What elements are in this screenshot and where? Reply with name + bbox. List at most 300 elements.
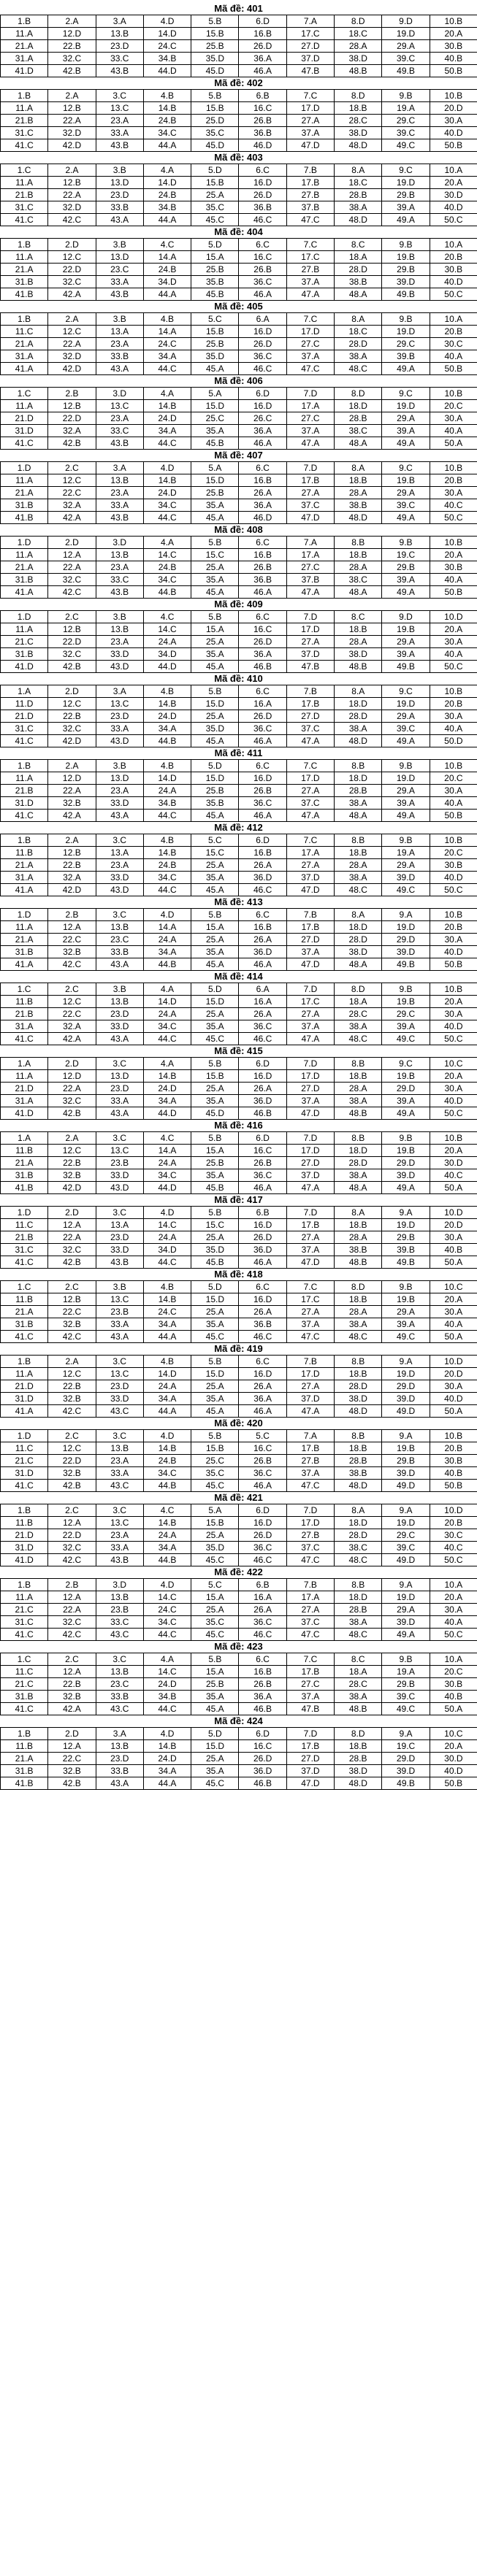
answer-cell: 44.C bbox=[143, 884, 191, 896]
answer-cell: 45.C bbox=[191, 1554, 239, 1566]
answer-cell: 15.B bbox=[191, 1442, 239, 1455]
answer-cell: 8.A bbox=[335, 685, 382, 698]
answer-row bbox=[1, 65, 477, 77]
answer-cell: 16.B bbox=[239, 549, 286, 561]
answer-cell: 12.A bbox=[48, 921, 96, 934]
answer-cell: 5.D bbox=[191, 983, 239, 996]
answer-cell: 46.C bbox=[239, 884, 286, 896]
answer-cell: 27.B bbox=[286, 264, 334, 276]
answer-cell: 24.A bbox=[143, 934, 191, 946]
answer-cell: 16.A bbox=[239, 1591, 286, 1604]
answer-cell: 40.C bbox=[430, 1542, 477, 1554]
answer-cell: 23.D bbox=[96, 1008, 143, 1020]
answer-row bbox=[1, 1281, 477, 1293]
answer-cell: 31.C bbox=[1, 1616, 48, 1629]
answer-cell: 1.B bbox=[1, 313, 48, 326]
answer-row bbox=[1, 189, 477, 201]
answer-cell: 44.A bbox=[143, 214, 191, 226]
exam-code-section bbox=[0, 896, 477, 971]
answer-cell: 47.D bbox=[286, 139, 334, 152]
answer-cell: 39.D bbox=[382, 1169, 430, 1182]
answer-cell: 23.D bbox=[96, 1083, 143, 1095]
answer-cell: 8.B bbox=[335, 537, 382, 549]
answer-cell: 47.A bbox=[286, 288, 334, 301]
answer-cell: 30.B bbox=[430, 1455, 477, 1467]
answer-cell: 31.A bbox=[1, 872, 48, 884]
answer-cell: 25.A bbox=[191, 1008, 239, 1020]
answer-row bbox=[1, 636, 477, 648]
answer-table bbox=[0, 1727, 477, 1790]
answer-cell: 16.C bbox=[239, 1442, 286, 1455]
answer-cell: 42.A bbox=[48, 512, 96, 524]
answer-cell: 25.A bbox=[191, 859, 239, 872]
exam-code-section bbox=[0, 1418, 477, 1492]
answer-cell: 14.B bbox=[143, 474, 191, 487]
answer-cell: 35.C bbox=[191, 127, 239, 139]
answer-cell: 33.C bbox=[96, 574, 143, 586]
answer-cell: 17.D bbox=[286, 102, 334, 115]
answer-cell: 4.D bbox=[143, 15, 191, 28]
answer-cell: 12.A bbox=[48, 1740, 96, 1753]
answer-cell: 28.B bbox=[335, 785, 382, 797]
answer-cell: 7.C bbox=[286, 1653, 334, 1666]
answer-cell: 12.A bbox=[48, 1591, 96, 1604]
answer-cell: 49.C bbox=[382, 1033, 430, 1045]
answer-cell: 40.D bbox=[430, 1393, 477, 1405]
exam-code-section bbox=[0, 77, 477, 152]
answer-cell: 32.D bbox=[48, 350, 96, 363]
exam-code-section bbox=[0, 599, 477, 673]
answer-cell: 7.D bbox=[286, 462, 334, 474]
exam-code-title: Mã đề: 406 bbox=[214, 375, 263, 386]
answer-cell: 13.B bbox=[96, 1442, 143, 1455]
answer-cell: 5.A bbox=[191, 462, 239, 474]
answer-cell: 7.C bbox=[286, 1281, 334, 1293]
answer-cell: 45.C bbox=[191, 214, 239, 226]
answer-cell: 17.D bbox=[286, 1070, 334, 1083]
answer-cell: 21.B bbox=[1, 189, 48, 201]
answer-cell: 31.D bbox=[1, 1393, 48, 1405]
answer-cell: 32.A bbox=[48, 499, 96, 512]
exam-code-title: Mã đề: 424 bbox=[214, 1715, 263, 1726]
answer-cell: 4.B bbox=[143, 834, 191, 847]
answer-cell: 25.B bbox=[191, 338, 239, 350]
answer-cell: 21.B bbox=[1, 1231, 48, 1244]
answer-cell: 50.C bbox=[430, 1107, 477, 1120]
answer-cell: 6.A bbox=[239, 983, 286, 996]
answer-cell: 38.D bbox=[335, 648, 382, 661]
answer-cell: 40.D bbox=[430, 276, 477, 288]
answer-cell: 39.C bbox=[382, 127, 430, 139]
answer-row bbox=[1, 1306, 477, 1318]
answer-cell: 1.D bbox=[1, 611, 48, 623]
answer-cell: 18.D bbox=[335, 1591, 382, 1604]
answer-cell: 12.B bbox=[48, 177, 96, 189]
answer-cell: 38.C bbox=[335, 425, 382, 437]
answer-cell: 39.C bbox=[382, 723, 430, 735]
answer-cell: 38.A bbox=[335, 797, 382, 810]
answer-cell: 42.C bbox=[48, 214, 96, 226]
answer-cell: 21.D bbox=[1, 710, 48, 723]
answer-cell: 48.D bbox=[335, 1777, 382, 1790]
answer-cell: 43.D bbox=[96, 884, 143, 896]
answer-cell: 49.C bbox=[382, 1331, 430, 1343]
answer-cell: 5.B bbox=[191, 1430, 239, 1442]
answer-cell: 34.C bbox=[143, 499, 191, 512]
answer-cell: 24.B bbox=[143, 115, 191, 127]
answer-cell: 49.A bbox=[382, 512, 430, 524]
answer-cell: 5.C bbox=[239, 1430, 286, 1442]
answer-cell: 2.D bbox=[48, 537, 96, 549]
exam-code-section bbox=[0, 301, 477, 375]
answer-cell: 41.C bbox=[1, 1629, 48, 1641]
answer-cell: 47.A bbox=[286, 735, 334, 747]
answer-cell: 27.A bbox=[286, 1231, 334, 1244]
answer-cell: 24.A bbox=[143, 1231, 191, 1244]
answer-cell: 27.D bbox=[286, 40, 334, 53]
exam-code-section bbox=[0, 1566, 477, 1641]
answer-cell: 47.C bbox=[286, 1480, 334, 1492]
answer-cell: 31.B bbox=[1, 499, 48, 512]
answer-cell: 21.A bbox=[1, 40, 48, 53]
answer-cell: 18.B bbox=[335, 1070, 382, 1083]
answer-cell: 27.A bbox=[286, 785, 334, 797]
answer-cell: 4.D bbox=[143, 1579, 191, 1591]
answer-cell: 26.B bbox=[239, 264, 286, 276]
answer-cell: 12.A bbox=[48, 1666, 96, 1678]
answer-cell: 9.B bbox=[382, 1653, 430, 1666]
answer-cell: 30.A bbox=[430, 1306, 477, 1318]
answer-cell: 27.C bbox=[286, 561, 334, 574]
answer-cell: 35.A bbox=[191, 499, 239, 512]
answer-table bbox=[0, 908, 477, 971]
answer-cell: 48.D bbox=[335, 1480, 382, 1492]
answer-cell: 48.A bbox=[335, 958, 382, 971]
answer-cell: 13.C bbox=[96, 1517, 143, 1529]
answer-cell: 47.A bbox=[286, 810, 334, 822]
answer-cell: 28.C bbox=[335, 1678, 382, 1691]
answer-cell: 22.B bbox=[48, 1678, 96, 1691]
answer-cell: 10.C bbox=[430, 1058, 477, 1070]
answer-cell: 1.A bbox=[1, 1132, 48, 1145]
answer-cell: 50.B bbox=[430, 1480, 477, 1492]
answer-cell: 33.D bbox=[96, 1393, 143, 1405]
answer-cell: 1.A bbox=[1, 685, 48, 698]
answer-cell: 19.A bbox=[382, 847, 430, 859]
answer-cell: 20.A bbox=[430, 1293, 477, 1306]
answer-row bbox=[1, 462, 477, 474]
answer-cell: 24.C bbox=[143, 40, 191, 53]
answer-cell: 35.A bbox=[191, 1020, 239, 1033]
answer-cell: 48.B bbox=[335, 1256, 382, 1269]
answer-cell: 5.B bbox=[191, 1653, 239, 1666]
answer-cell: 3.A bbox=[96, 15, 143, 28]
answer-cell: 49.A bbox=[382, 214, 430, 226]
answer-cell: 33.C bbox=[96, 53, 143, 65]
answer-cell: 1.B bbox=[1, 1579, 48, 1591]
answer-cell: 40.A bbox=[430, 723, 477, 735]
answer-cell: 48.B bbox=[335, 1107, 382, 1120]
answer-cell: 15.B bbox=[191, 1070, 239, 1083]
answer-cell: 35.A bbox=[191, 574, 239, 586]
answer-cell: 15.D bbox=[191, 698, 239, 710]
answer-cell: 49.B bbox=[382, 1256, 430, 1269]
answer-cell: 48.D bbox=[335, 1405, 382, 1418]
answer-cell: 33.D bbox=[96, 1169, 143, 1182]
answer-cell: 23.D bbox=[96, 1231, 143, 1244]
answer-cell: 24.A bbox=[143, 1380, 191, 1393]
answer-table bbox=[0, 610, 477, 673]
answer-cell: 41.A bbox=[1, 586, 48, 599]
answer-cell: 42.C bbox=[48, 586, 96, 599]
answer-cell: 9.C bbox=[382, 1058, 430, 1070]
answer-cell: 41.A bbox=[1, 958, 48, 971]
answer-cell: 35.C bbox=[191, 1616, 239, 1629]
answer-cell: 48.D bbox=[335, 139, 382, 152]
answer-cell: 14.B bbox=[143, 1293, 191, 1306]
answer-cell: 5.A bbox=[191, 1504, 239, 1517]
answer-row bbox=[1, 1219, 477, 1231]
answer-cell: 30.B bbox=[430, 1678, 477, 1691]
answer-cell: 37.C bbox=[286, 797, 334, 810]
answer-cell: 46.C bbox=[239, 1331, 286, 1343]
answer-cell: 38.D bbox=[335, 127, 382, 139]
answer-cell: 33.B bbox=[96, 350, 143, 363]
answer-cell: 24.B bbox=[143, 561, 191, 574]
answer-cell: 39.A bbox=[382, 1095, 430, 1107]
answer-cell: 42.B bbox=[48, 1256, 96, 1269]
answer-cell: 34.D bbox=[143, 648, 191, 661]
answer-cell: 38.A bbox=[335, 872, 382, 884]
answer-cell: 42.C bbox=[48, 1331, 96, 1343]
answer-cell: 10.A bbox=[430, 313, 477, 326]
answer-cell: 49.A bbox=[382, 1107, 430, 1120]
answer-cell: 36.C bbox=[239, 1020, 286, 1033]
answer-row bbox=[1, 201, 477, 214]
answer-cell: 39.D bbox=[382, 276, 430, 288]
answer-cell: 2.A bbox=[48, 164, 96, 177]
answer-cell: 15.A bbox=[191, 1145, 239, 1157]
answer-cell: 42.A bbox=[48, 1033, 96, 1045]
answer-row bbox=[1, 1666, 477, 1678]
answer-cell: 48.C bbox=[335, 1033, 382, 1045]
answer-cell: 34.A bbox=[143, 946, 191, 958]
answer-cell: 25.C bbox=[191, 1455, 239, 1467]
answer-cell: 42.B bbox=[48, 1480, 96, 1492]
answer-cell: 11.B bbox=[1, 1517, 48, 1529]
answer-cell: 34.A bbox=[143, 425, 191, 437]
answer-cell: 6.C bbox=[239, 1356, 286, 1368]
answer-row bbox=[1, 1207, 477, 1219]
answer-cell: 47.D bbox=[286, 512, 334, 524]
answer-cell: 20.A bbox=[430, 549, 477, 561]
answer-cell: 7.C bbox=[286, 760, 334, 772]
answer-row bbox=[1, 412, 477, 425]
answer-cell: 15.D bbox=[191, 1368, 239, 1380]
answer-cell: 21.D bbox=[1, 1529, 48, 1542]
answer-cell: 41.B bbox=[1, 512, 48, 524]
answer-row bbox=[1, 474, 477, 487]
exam-code-section bbox=[0, 1641, 477, 1715]
answer-cell: 37.C bbox=[286, 499, 334, 512]
answer-cell: 26.B bbox=[239, 785, 286, 797]
answer-cell: 13.B bbox=[96, 1591, 143, 1604]
answer-cell: 35.A bbox=[191, 872, 239, 884]
answer-row bbox=[1, 1033, 477, 1045]
answer-cell: 20.D bbox=[430, 1368, 477, 1380]
answer-cell: 31.B bbox=[1, 276, 48, 288]
answer-row bbox=[1, 909, 477, 921]
answer-cell: 36.B bbox=[239, 574, 286, 586]
answer-cell: 39.B bbox=[382, 350, 430, 363]
answer-cell: 28.A bbox=[335, 1231, 382, 1244]
answer-cell: 23.A bbox=[96, 1455, 143, 1467]
answer-cell: 43.B bbox=[96, 139, 143, 152]
answer-cell: 50.C bbox=[430, 214, 477, 226]
answer-cell: 18.D bbox=[335, 1517, 382, 1529]
answer-cell: 18.A bbox=[335, 1666, 382, 1678]
answer-cell: 25.A bbox=[191, 189, 239, 201]
answer-cell: 28.A bbox=[335, 859, 382, 872]
answer-cell: 19.D bbox=[382, 1219, 430, 1231]
answer-cell: 15.D bbox=[191, 400, 239, 412]
answer-row bbox=[1, 723, 477, 735]
answer-cell: 29.A bbox=[382, 1306, 430, 1318]
answer-cell: 36.C bbox=[239, 797, 286, 810]
answer-row bbox=[1, 350, 477, 363]
answer-row bbox=[1, 1293, 477, 1306]
answer-cell: 31.B bbox=[1, 1691, 48, 1703]
answer-cell: 26.D bbox=[239, 189, 286, 201]
answer-cell: 2.D bbox=[48, 239, 96, 251]
answer-cell: 9.C bbox=[382, 462, 430, 474]
answer-cell: 17.D bbox=[286, 623, 334, 636]
answer-cell: 47.C bbox=[286, 214, 334, 226]
exam-code-section bbox=[0, 524, 477, 599]
answer-cell: 3.B bbox=[96, 611, 143, 623]
answer-cell: 8.D bbox=[335, 15, 382, 28]
answer-row bbox=[1, 1070, 477, 1083]
answer-cell: 40.B bbox=[430, 1691, 477, 1703]
answer-cell: 11.C bbox=[1, 326, 48, 338]
answer-cell: 16.A bbox=[239, 698, 286, 710]
answer-cell: 16.D bbox=[239, 1219, 286, 1231]
answer-cell: 21.C bbox=[1, 636, 48, 648]
answer-cell: 8.B bbox=[335, 1356, 382, 1368]
answer-cell: 7.D bbox=[286, 1058, 334, 1070]
answer-cell: 47.D bbox=[286, 1256, 334, 1269]
answer-cell: 25.A bbox=[191, 636, 239, 648]
answer-cell: 49.B bbox=[382, 288, 430, 301]
answer-row bbox=[1, 1777, 477, 1790]
answer-cell: 26.D bbox=[239, 40, 286, 53]
answer-cell: 20.A bbox=[430, 1740, 477, 1753]
answer-cell: 14.B bbox=[143, 1517, 191, 1529]
answer-row bbox=[1, 1678, 477, 1691]
answer-cell: 40.B bbox=[430, 1244, 477, 1256]
answer-cell: 44.C bbox=[143, 1703, 191, 1715]
answer-cell: 23.D bbox=[96, 189, 143, 201]
answer-cell: 14.D bbox=[143, 28, 191, 40]
answer-cell: 44.C bbox=[143, 810, 191, 822]
answer-cell: 20.A bbox=[430, 623, 477, 636]
answer-cell: 26.B bbox=[239, 1678, 286, 1691]
answer-cell: 42.A bbox=[48, 810, 96, 822]
answer-cell: 31.A bbox=[1, 350, 48, 363]
answer-cell: 39.D bbox=[382, 1467, 430, 1480]
answer-cell: 46.D bbox=[239, 139, 286, 152]
answer-cell: 22.C bbox=[48, 1008, 96, 1020]
answer-cell: 36.C bbox=[239, 350, 286, 363]
answer-cell: 23.B bbox=[96, 1157, 143, 1169]
answer-cell: 19.B bbox=[382, 251, 430, 264]
answer-cell: 2.C bbox=[48, 1430, 96, 1442]
answer-cell: 36.D bbox=[239, 1095, 286, 1107]
answer-cell: 9.C bbox=[382, 164, 430, 177]
answer-cell: 27.D bbox=[286, 1753, 334, 1765]
answer-cell: 31.A bbox=[1, 1020, 48, 1033]
answer-cell: 28.A bbox=[335, 1306, 382, 1318]
answer-cell: 14.A bbox=[143, 326, 191, 338]
answer-cell: 42.A bbox=[48, 1703, 96, 1715]
answer-row bbox=[1, 847, 477, 859]
answer-cell: 10.B bbox=[430, 90, 477, 102]
exam-code-title: Mã đề: 408 bbox=[214, 524, 263, 535]
answer-cell: 12.C bbox=[48, 1442, 96, 1455]
answer-cell: 22.D bbox=[48, 1529, 96, 1542]
answer-cell: 1.C bbox=[1, 164, 48, 177]
answer-row bbox=[1, 1380, 477, 1393]
answer-cell: 29.A bbox=[382, 412, 430, 425]
answer-cell: 45.B bbox=[191, 1256, 239, 1269]
answer-cell: 50.A bbox=[430, 1703, 477, 1715]
answer-cell: 26.D bbox=[239, 1529, 286, 1542]
answer-cell: 19.A bbox=[382, 1666, 430, 1678]
answer-cell: 17.A bbox=[286, 1591, 334, 1604]
answer-cell: 13.A bbox=[96, 847, 143, 859]
answer-cell: 45.D bbox=[191, 1107, 239, 1120]
answer-cell: 47.D bbox=[286, 1777, 334, 1790]
answer-cell: 26.A bbox=[239, 1008, 286, 1020]
answer-cell: 35.A bbox=[191, 1765, 239, 1777]
answer-cell: 10.B bbox=[430, 983, 477, 996]
answer-cell: 32.A bbox=[48, 425, 96, 437]
answer-cell: 2.C bbox=[48, 1653, 96, 1666]
answer-cell: 31.C bbox=[1, 127, 48, 139]
answer-cell: 6.C bbox=[239, 1653, 286, 1666]
answer-cell: 35.B bbox=[191, 276, 239, 288]
answer-cell: 16.D bbox=[239, 1517, 286, 1529]
answer-cell: 42.C bbox=[48, 1554, 96, 1566]
answer-cell: 50.B bbox=[430, 810, 477, 822]
answer-cell: 35.A bbox=[191, 425, 239, 437]
answer-cell: 49.C bbox=[382, 884, 430, 896]
answer-row bbox=[1, 537, 477, 549]
answer-table bbox=[0, 1280, 477, 1343]
answer-cell: 27.A bbox=[286, 636, 334, 648]
answer-cell: 31.C bbox=[1, 723, 48, 735]
answer-cell: 42.B bbox=[48, 1107, 96, 1120]
answer-table bbox=[0, 89, 477, 152]
answer-cell: 1.C bbox=[1, 1281, 48, 1293]
answer-cell: 34.A bbox=[143, 1542, 191, 1554]
answer-cell: 2.B bbox=[48, 388, 96, 400]
answer-cell: 9.A bbox=[382, 1504, 430, 1517]
answer-cell: 34.C bbox=[143, 1467, 191, 1480]
answer-cell: 11.A bbox=[1, 177, 48, 189]
answer-cell: 27.A bbox=[286, 1604, 334, 1616]
answer-cell: 27.A bbox=[286, 115, 334, 127]
